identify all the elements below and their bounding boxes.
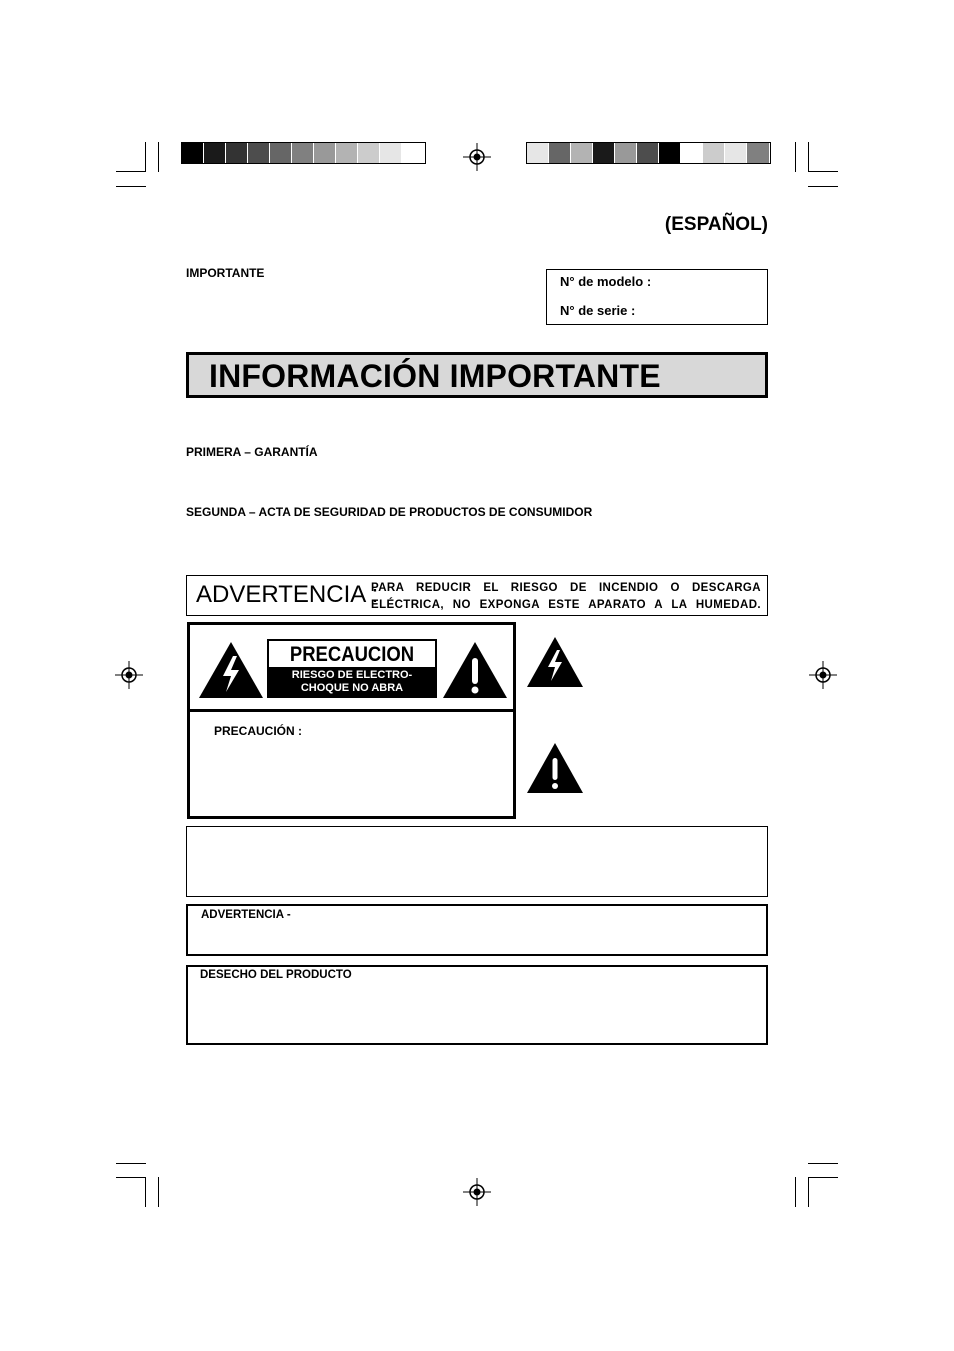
crop-mark bbox=[808, 1177, 809, 1207]
crop-mark bbox=[808, 142, 809, 172]
color-swatch bbox=[659, 143, 681, 163]
color-swatch bbox=[336, 143, 358, 163]
color-swatch bbox=[358, 143, 380, 163]
color-swatch bbox=[204, 143, 226, 163]
color-swatch bbox=[637, 143, 659, 163]
crop-mark bbox=[795, 1177, 796, 1207]
color-swatch bbox=[747, 143, 769, 163]
warning-box bbox=[186, 575, 768, 616]
color-swatch bbox=[703, 143, 725, 163]
color-swatch bbox=[615, 143, 637, 163]
language-heading: (ESPAÑOL) bbox=[664, 214, 768, 235]
section-primera: PRIMERA – GARANTÍA bbox=[186, 445, 318, 459]
precaucion-title: PRECAUCION bbox=[289, 643, 415, 666]
section-segunda: SEGUNDA – ACTA DE SEGURIDAD DE PRODUCTOS DE CONSUMIDOR bbox=[186, 505, 593, 519]
registration-mark-icon bbox=[115, 661, 143, 689]
divider bbox=[190, 709, 513, 712]
color-swatch bbox=[226, 143, 248, 163]
crop-mark bbox=[116, 1163, 146, 1164]
crop-mark bbox=[158, 1177, 159, 1207]
crop-mark bbox=[808, 186, 838, 187]
crop-mark bbox=[145, 1177, 146, 1207]
precaucion-line-2: CHOQUE NO ABRA bbox=[300, 682, 404, 694]
lightning-warning-icon bbox=[197, 640, 265, 700]
crop-mark bbox=[116, 1177, 146, 1178]
color-swatch bbox=[527, 143, 549, 163]
page-title: INFORMACIÓN IMPORTANTE bbox=[209, 358, 661, 394]
warning-text: PARA REDUCIR EL RIESGO DE INCENDIO O DESCARGA ELÉCTRICA, NO EXPONGA ESTE APARATO A LA HUMEDAD. bbox=[371, 582, 761, 611]
precaucion-badge bbox=[267, 639, 437, 698]
color-swatch bbox=[681, 143, 703, 163]
serial-number-label: N° de serie : bbox=[560, 303, 636, 318]
disposal-box bbox=[186, 965, 768, 1045]
color-bar-right bbox=[526, 142, 771, 164]
title-box bbox=[186, 352, 768, 398]
caution-label bbox=[187, 622, 516, 819]
color-swatch bbox=[571, 143, 593, 163]
model-serial-box bbox=[546, 269, 768, 325]
registration-mark-icon bbox=[463, 1178, 491, 1206]
crop-mark bbox=[145, 142, 146, 172]
color-swatch bbox=[182, 143, 204, 163]
crop-mark bbox=[116, 171, 146, 172]
notice-box bbox=[186, 826, 768, 897]
importante-label: IMPORTANTE bbox=[186, 266, 265, 280]
color-swatch bbox=[292, 143, 314, 163]
crop-mark bbox=[808, 171, 838, 172]
precaucion-heading: PRECAUCIÓN : bbox=[214, 724, 303, 738]
registration-mark-icon bbox=[463, 143, 491, 171]
model-number-label: N° de modelo : bbox=[560, 274, 652, 289]
warning-title: ADVERTENCIA : bbox=[196, 581, 379, 608]
crop-mark bbox=[116, 186, 146, 187]
color-swatch bbox=[380, 143, 402, 163]
crop-mark bbox=[808, 1163, 838, 1164]
color-swatch bbox=[549, 143, 571, 163]
exclamation-warning-icon bbox=[526, 742, 584, 794]
exclamation-warning-icon bbox=[441, 640, 509, 700]
warning-box-2 bbox=[186, 904, 768, 956]
warning-2-heading: ADVERTENCIA - bbox=[201, 909, 291, 921]
crop-mark bbox=[808, 1177, 838, 1178]
color-swatch bbox=[725, 143, 747, 163]
disposal-heading: DESECHO DEL PRODUCTO bbox=[200, 969, 352, 981]
color-swatch bbox=[593, 143, 615, 163]
color-swatch bbox=[270, 143, 292, 163]
precaucion-subtitle bbox=[269, 667, 435, 696]
color-bar-left bbox=[181, 142, 426, 164]
lightning-warning-icon bbox=[526, 636, 584, 688]
precaucion-line-1: RIESGO DE ELECTRO- bbox=[291, 669, 413, 681]
color-swatch bbox=[402, 143, 424, 163]
registration-mark-icon bbox=[809, 661, 837, 689]
color-swatch bbox=[248, 143, 270, 163]
crop-mark bbox=[158, 142, 159, 172]
crop-mark bbox=[795, 142, 796, 172]
color-swatch bbox=[314, 143, 336, 163]
